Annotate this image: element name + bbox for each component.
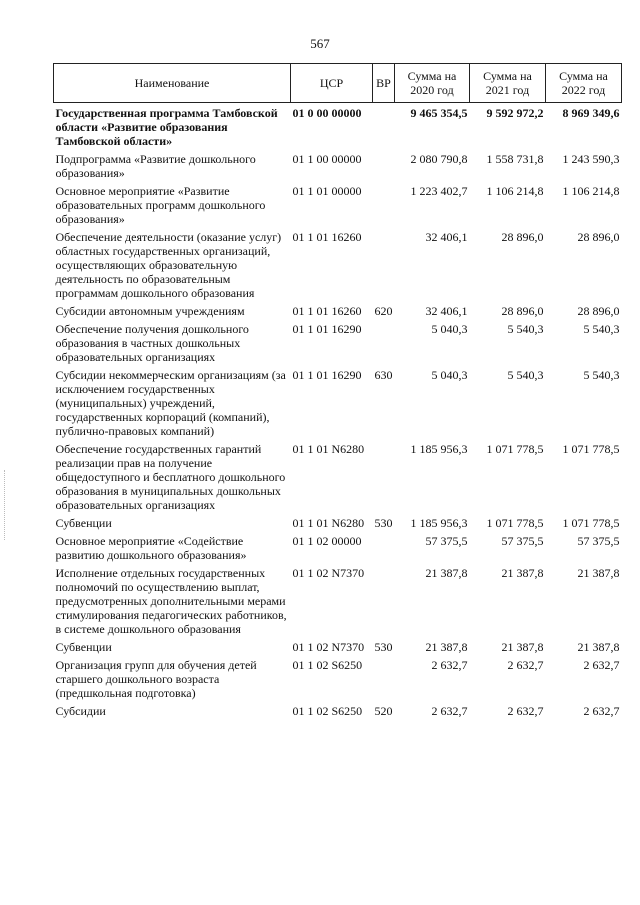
- table-row: [54, 442, 622, 516]
- page-number: 567: [310, 36, 330, 51]
- row-sum-2021: 28 896,0: [501, 230, 544, 244]
- row-vr-code: [373, 152, 395, 184]
- row-csr-code: 01 1 01 16290: [292, 368, 362, 382]
- row-csr-code: 01 0 00 00000: [292, 106, 362, 120]
- row-sum-2021: 1 558 731,8: [486, 152, 544, 166]
- row-sum-2022: 5 540,3: [583, 368, 620, 382]
- scan-margin-mark: [4, 470, 7, 540]
- row-csr-code: 01 1 01 16260: [292, 230, 362, 244]
- row-vr-code: [373, 566, 395, 640]
- table-row: [54, 184, 622, 230]
- row-sum-2020: 1 223 402,7: [410, 184, 468, 198]
- row-sum-2022: 1 071 778,5: [562, 442, 620, 456]
- row-name: Исполнение отдельных государственных полномочий по осуществлению выплат, предусмотренных дополнительными мерами стимулирования педагогических работников, в системе дошкольного образования: [55, 566, 287, 636]
- header-sum-2022: Сумма на 2022 год: [546, 64, 622, 103]
- row-name: Основное мероприятие «Развитие образовательных программ дошкольного образования»: [55, 184, 266, 226]
- row-csr-code: 01 1 01 00000: [292, 184, 362, 198]
- row-vr-code: [373, 658, 395, 704]
- table-row: [54, 322, 622, 368]
- table-row: [54, 704, 622, 722]
- row-sum-2022: 2 632,7: [583, 704, 620, 718]
- header-name: Наименование: [54, 64, 291, 103]
- row-sum-2020: 32 406,1: [425, 230, 468, 244]
- row-sum-2022: 1 106 214,8: [562, 184, 620, 198]
- row-sum-2020: 32 406,1: [425, 304, 468, 318]
- row-sum-2022: 1 243 590,3: [562, 152, 620, 166]
- table-row: [54, 368, 622, 442]
- row-csr-code: 01 1 01 16260: [292, 304, 362, 318]
- table-row: [54, 640, 622, 658]
- row-csr-code: 01 1 02 S6250: [292, 704, 363, 718]
- row-vr-code: [373, 442, 395, 516]
- table-header-row: [54, 64, 622, 103]
- row-vr-code: [373, 534, 395, 566]
- row-sum-2022: 57 375,5: [577, 534, 620, 548]
- row-sum-2021: 9 592 972,2: [486, 106, 544, 120]
- row-csr-code: 01 1 02 N7370: [292, 640, 365, 654]
- row-name: Субсидии автономным учреждениям: [55, 304, 245, 318]
- row-vr-code: 520: [374, 704, 393, 718]
- row-sum-2020: 2 080 790,8: [410, 152, 468, 166]
- row-sum-2022: 2 632,7: [583, 658, 620, 672]
- table-row: [54, 534, 622, 566]
- row-name: Субсидии некоммерческим организациям (за исключением государственных (муниципальных) учреждений, государственных корпораций (компаний), публично-правовых компаний): [55, 368, 286, 438]
- row-name: Субсидии: [55, 704, 106, 718]
- row-vr-code: 530: [374, 516, 393, 530]
- row-csr-code: 01 1 01 N6280: [292, 442, 365, 456]
- row-sum-2021: 5 540,3: [507, 322, 544, 336]
- row-vr-code: 530: [374, 640, 393, 654]
- row-csr-code: 01 1 00 00000: [292, 152, 362, 166]
- row-name: Обеспечение получения дошкольного образования в частных дошкольных образовательных организациях: [55, 322, 249, 364]
- header-sum-2020: Сумма на 2020 год: [395, 64, 470, 103]
- row-vr-code: [373, 103, 395, 153]
- row-name: Обеспечение деятельности (оказание услуг) областных государственных организаций, осуществляющих образовательную деятельность по образовательным программам дошкольного образования: [55, 230, 282, 300]
- row-sum-2022: 21 387,8: [577, 566, 620, 580]
- row-sum-2022: 1 071 778,5: [562, 516, 620, 530]
- table-row: [54, 566, 622, 640]
- row-csr-code: 01 1 02 N7370: [292, 566, 365, 580]
- row-sum-2021: 28 896,0: [501, 304, 544, 318]
- row-sum-2020: 1 185 956,3: [410, 442, 468, 456]
- table-row: [54, 152, 622, 184]
- row-sum-2020: 2 632,7: [431, 658, 468, 672]
- row-sum-2021: 1 071 778,5: [486, 516, 544, 530]
- row-vr-code: [373, 184, 395, 230]
- budget-table: [53, 63, 622, 722]
- row-sum-2021: 57 375,5: [501, 534, 544, 548]
- row-csr-code: 01 1 01 16290: [292, 322, 362, 336]
- table-row: [54, 304, 622, 322]
- header-sum-2021: Сумма на 2021 год: [470, 64, 546, 103]
- table-row: [54, 658, 622, 704]
- table-row: [54, 516, 622, 534]
- row-name: Обеспечение государственных гарантий реализации прав на получение общедоступного и бесплатного дошкольного образования в муниципальных дошкольных образовательных организациях: [55, 442, 286, 512]
- row-sum-2020: 5 040,3: [431, 322, 468, 336]
- table-row: [54, 230, 622, 304]
- row-sum-2022: 21 387,8: [577, 640, 620, 654]
- row-sum-2020: 1 185 956,3: [410, 516, 468, 530]
- row-csr-code: 01 1 01 N6280: [292, 516, 365, 530]
- row-sum-2021: 5 540,3: [507, 368, 544, 382]
- row-sum-2020: 21 387,8: [425, 566, 468, 580]
- row-sum-2022: 8 969 349,6: [562, 106, 620, 120]
- row-sum-2020: 21 387,8: [425, 640, 468, 654]
- header-vr: ВР: [373, 64, 395, 103]
- row-sum-2020: 2 632,7: [431, 704, 468, 718]
- row-csr-code: 01 1 02 S6250: [292, 658, 363, 672]
- row-name: Организация групп для обучения детей старшего дошкольного возраста (предшкольная подготовка): [55, 658, 257, 700]
- row-sum-2021: 2 632,7: [507, 658, 544, 672]
- table-row: [54, 103, 622, 153]
- row-sum-2021: 1 106 214,8: [486, 184, 544, 198]
- row-name: Государственная программа Тамбовской области «Развитие образования Тамбовской области»: [55, 106, 278, 148]
- row-sum-2022: 5 540,3: [583, 322, 620, 336]
- row-vr-code: [373, 322, 395, 368]
- row-name: Подпрограмма «Развитие дошкольного образования»: [55, 152, 256, 180]
- header-csr: ЦСР: [291, 64, 373, 103]
- row-sum-2020: 57 375,5: [425, 534, 468, 548]
- row-sum-2021: 1 071 778,5: [486, 442, 544, 456]
- row-sum-2022: 28 896,0: [577, 304, 620, 318]
- row-name: Субвенции: [55, 640, 112, 654]
- row-vr-code: 620: [374, 304, 393, 318]
- row-vr-code: 630: [374, 368, 393, 382]
- row-sum-2021: 2 632,7: [507, 704, 544, 718]
- row-sum-2021: 21 387,8: [501, 566, 544, 580]
- row-sum-2020: 5 040,3: [431, 368, 468, 382]
- row-sum-2021: 21 387,8: [501, 640, 544, 654]
- row-sum-2020: 9 465 354,5: [410, 106, 468, 120]
- row-csr-code: 01 1 02 00000: [292, 534, 362, 548]
- row-name: Субвенции: [55, 516, 112, 530]
- row-vr-code: [373, 230, 395, 304]
- row-name: Основное мероприятие «Содействие развитию дошкольного образования»: [55, 534, 247, 562]
- row-sum-2022: 28 896,0: [577, 230, 620, 244]
- table-body: [54, 103, 622, 723]
